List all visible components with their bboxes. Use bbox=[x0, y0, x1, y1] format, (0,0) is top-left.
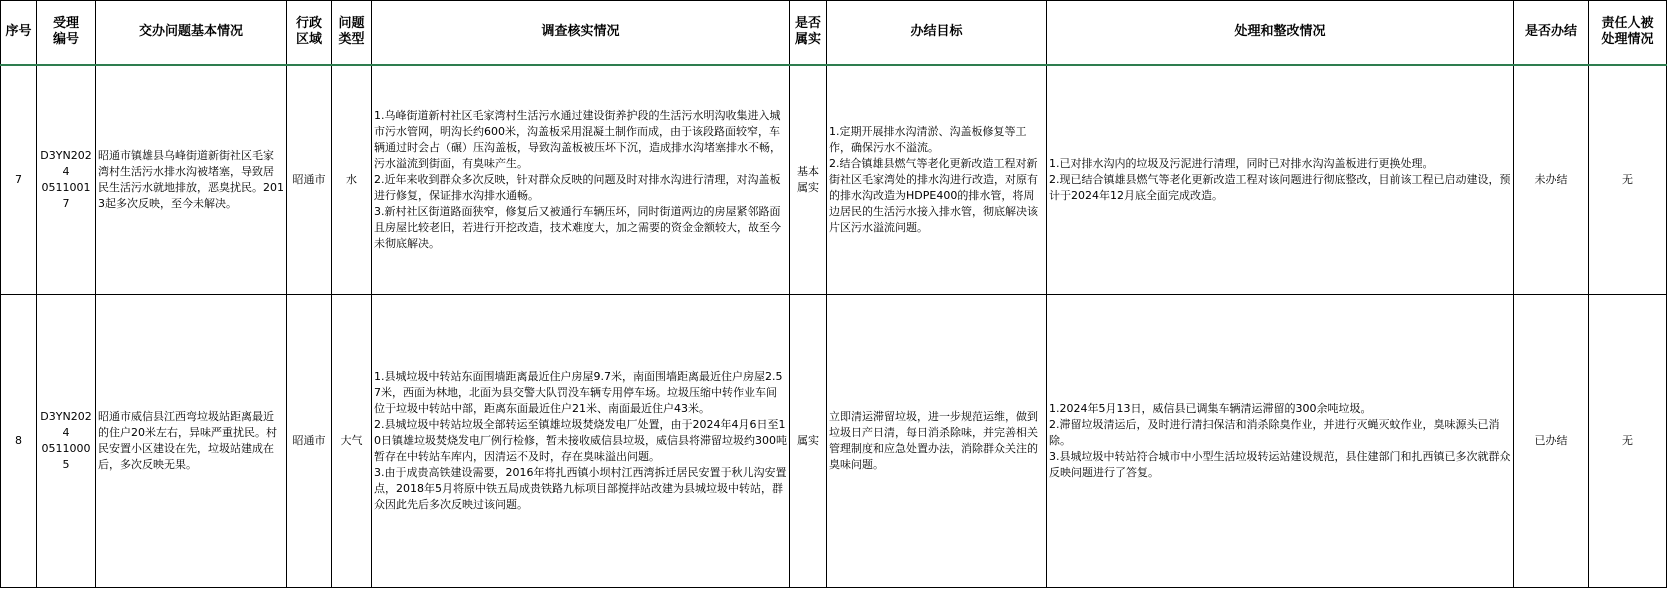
header-goal: 办结目标 bbox=[827, 1, 1047, 65]
header-investigation: 调查核实情况 bbox=[372, 1, 790, 65]
table-row bbox=[1, 65, 1667, 295]
cell-region: 昭通市 bbox=[287, 65, 332, 295]
table-row bbox=[1, 295, 1667, 588]
cell-goal: 立即清运滞留垃圾，进一步规范运维，做到垃圾日产日清，每日消杀除味，并完善相关管理制度和应急处置办法，消除群众关注的臭味问题。 bbox=[827, 295, 1047, 588]
cell-seq: 7 bbox=[1, 65, 37, 295]
header-handling: 处理和整改情况 bbox=[1047, 1, 1514, 65]
cell-region: 昭通市 bbox=[287, 295, 332, 588]
cell-issue: 昭通市镇雄县乌峰街道新街社区毛家湾村生活污水排水沟被堵塞，导致居民生活污水就地排放，恶臭扰民。2013起多次反映，至今未解决。 bbox=[96, 65, 287, 295]
cell-true: 基本 属实 bbox=[790, 65, 827, 295]
cell-id: D3YN2024 05110017 bbox=[37, 65, 96, 295]
cell-type: 水 bbox=[332, 65, 372, 295]
cell-punish: 无 bbox=[1589, 65, 1667, 295]
cell-true: 属实 bbox=[790, 295, 827, 588]
header-punish: 责任人被 处理情况 bbox=[1589, 1, 1667, 65]
cell-id: D3YN2024 05110005 bbox=[37, 295, 96, 588]
header-row bbox=[1, 1, 1667, 65]
cell-investigation: 1.乌峰街道新村社区毛家湾村生活污水通过建设街养护段的生活污水明沟收集进入城市污水管网，明沟长约600米，沟盖板采用混凝土制作而成，由于该段路面较窄，车辆通过时会占（碾）压沟盖板，导致沟盖板被压坏下沉，造成排水沟堵塞排水不畅，污水溢流到街面，有臭味产生。 2.近年来收到群众多次反映，针对群众反映的问题及时对排水沟进行清理，对沟盖板进行修复，保证排水沟排水通畅。 3.新村社区街道路面狭窄，修复后又被通行车辆压坏，同时街道两边的房屋紧邻路面且房屋比较老旧，若进行开挖改造，技术难度大，加之需要的资金金额较大，故至今未彻底解决。 bbox=[372, 65, 790, 295]
header-done: 是否办结 bbox=[1514, 1, 1589, 65]
header-issue: 交办问题基本情况 bbox=[96, 1, 287, 65]
cell-investigation: 1.县城垃圾中转站东面围墙距离最近住户房屋9.7米，南面围墙距离最近住户房屋2.57米，西面为林地，北面为县交警大队罚没车辆专用停车场。垃圾压缩中转作业车间位于垃圾中转站中部，距离东面最近住户21米、南面最近住户43米。 2.县城垃圾中转站垃圾全部转运至镇雄垃圾焚烧发电厂处置，由于2024年4月6日至10日镇雄垃圾焚烧发电厂例行检修，暂未接收威信县垃圾，威信县将滞留垃圾约300吨暂存在中转站车库内，因清运不及时，存在臭味溢出问题。 3.由于成贵高铁建设需要，2016年将扎西镇小坝村江西湾拆迁居民安置于秋儿沟安置点，2018年5月将原中铁五局成贵铁路九标项目部搅拌站改建为县城垃圾中转站，群众因此先后多次反映过该问题。 bbox=[372, 295, 790, 588]
cell-handling: 1.2024年5月13日，威信县已调集车辆清运滞留的300余吨垃圾。 2.滞留垃圾清运后，及时进行清扫保洁和消杀除臭作业，并进行灭蝇灭蚊作业，臭味源头已消除。 3.县城垃圾中转站符合城市中小型生活垃圾转运站建设规范，县住建部门和扎西镇已多次就群众反映问题进行了答复。 bbox=[1047, 295, 1514, 588]
cell-handling: 1.已对排水沟内的垃圾及污泥进行清理，同时已对排水沟沟盖板进行更换处理。 2.现已结合镇雄县燃气等老化更新改造工程对该问题进行彻底整改，目前该工程已启动建设，预计于2024年12月底全面完成改造。 bbox=[1047, 65, 1514, 295]
cell-done: 未办结 bbox=[1514, 65, 1589, 295]
header-region: 行政 区域 bbox=[287, 1, 332, 65]
cell-type: 大气 bbox=[332, 295, 372, 588]
cell-seq: 8 bbox=[1, 295, 37, 588]
cell-goal: 1.定期开展排水沟清淤、沟盖板修复等工作，确保污水不溢流。 2.结合镇雄县燃气等老化更新改造工程对新街社区毛家湾处的排水沟进行改造，对原有的排水沟改造为HDPE400的排水管，将周边居民的生活污水接入排水管，彻底解决该片区污水溢流问题。 bbox=[827, 65, 1047, 295]
cell-done: 已办结 bbox=[1514, 295, 1589, 588]
header-true: 是否 属实 bbox=[790, 1, 827, 65]
header-seq: 序号 bbox=[1, 1, 37, 65]
header-id: 受理 编号 bbox=[37, 1, 96, 65]
cell-punish: 无 bbox=[1589, 295, 1667, 588]
cell-issue: 昭通市威信县江西弯垃圾站距离最近的住户20米左右，异味严重扰民。村民安置小区建设在先，垃圾站建成在后，多次反映无果。 bbox=[96, 295, 287, 588]
header-type: 问题 类型 bbox=[332, 1, 372, 65]
